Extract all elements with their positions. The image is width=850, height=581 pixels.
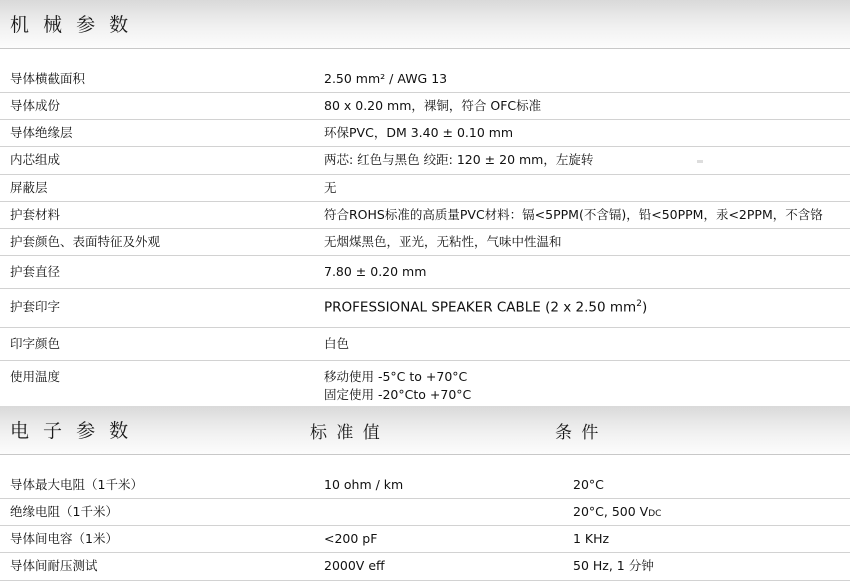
row-label: 护套材料: [0, 201, 320, 228]
row-value: 环保PVC，DM 3.40 ± 0.10 mm: [320, 120, 850, 147]
row-value: 2000V eff: [320, 553, 569, 580]
row-label: 护套颜色、表面特征及外观: [0, 228, 320, 255]
mechanical-section-header: [0, 0, 850, 49]
electrical-col-standard-value: 标 准 值: [310, 423, 382, 443]
row-label: 绝缘电阻（1千米）: [0, 499, 320, 526]
electrical-col-condition: 条 件: [555, 423, 601, 443]
row-label: 屏蔽层: [0, 174, 320, 201]
row-value-line2: 固定使用 -20°Cto +70°C: [324, 387, 472, 403]
row-label: 导体横截面积: [0, 66, 320, 93]
row-condition: 50 Hz, 1 分钟: [569, 553, 850, 580]
row-value: 2.50 mm² / AWG 13: [320, 66, 850, 93]
row-value: 80 x 0.20 mm，裸铜，符合 OFC标准: [320, 93, 850, 120]
row-label: 导体成份: [0, 93, 320, 120]
row-value: 10 ohm / km: [320, 472, 569, 499]
table-row: [0, 361, 850, 412]
table-row: [0, 174, 850, 201]
row-label: 护套直径: [0, 255, 320, 288]
row-label: 护套印字: [0, 289, 320, 328]
row-value: 白色: [320, 328, 850, 361]
row-condition: 1 KHz: [569, 526, 850, 553]
table-row: [0, 328, 850, 361]
table-row: [0, 147, 850, 174]
row-label: 内芯组成: [0, 147, 320, 174]
row-value-superscript: 2: [636, 299, 642, 309]
table-row: [0, 201, 850, 228]
table-row: [0, 553, 850, 580]
mechanical-section-title: 机 械 参 数: [10, 14, 133, 36]
table-row: [0, 499, 850, 526]
row-value: [320, 361, 850, 412]
row-label: 使用温度: [0, 361, 320, 412]
row-label: 导体间电容（1米）: [0, 526, 320, 553]
row-condition-subscript: DC: [648, 509, 662, 520]
row-condition-text: 20°C, 500 V: [573, 504, 649, 520]
row-value: <200 pF: [320, 526, 569, 553]
table-row: [0, 228, 850, 255]
row-label: 导体间耐压测试: [0, 553, 320, 580]
row-condition: [569, 499, 850, 526]
row-value: 两芯: 红色与黑色 绞距: 120 ± 20 mm，左旋转: [320, 147, 850, 174]
scan-artifact: [697, 160, 703, 163]
table-row: [0, 120, 850, 147]
electrical-section-header: [0, 406, 850, 455]
table-row: [0, 472, 850, 499]
row-value-line1: 移动使用 -5°C to +70°C: [324, 369, 468, 385]
row-value-text: PROFESSIONAL SPEAKER CABLE (2 x 2.50 mm: [324, 299, 637, 316]
row-label: 导体绝缘层: [0, 120, 320, 147]
electrical-parameters-table: [0, 472, 850, 581]
mechanical-parameters-table: [0, 66, 850, 412]
row-value: 符合ROHS标准的高质量PVC材料：镉<5PPM(不含镉)，铅<50PPM，汞<2PPM，不含铬: [320, 201, 850, 228]
table-row: [0, 289, 850, 328]
row-value: 无: [320, 174, 850, 201]
row-value: 7.80 ± 0.20 mm: [320, 255, 850, 288]
row-value: [320, 499, 569, 526]
row-label: 印字颜色: [0, 328, 320, 361]
table-row: [0, 66, 850, 93]
row-label: 导体最大电阻（1千米）: [0, 472, 320, 499]
electrical-section-title: 电 子 参 数: [10, 420, 133, 442]
table-row: [0, 93, 850, 120]
row-value: 无烟煤黑色，亚光，无粘性，气味中性温和: [320, 228, 850, 255]
row-value: [320, 289, 850, 328]
row-value-tail: ): [641, 299, 648, 316]
row-condition: 20°C: [569, 472, 850, 499]
table-row: [0, 526, 850, 553]
table-row: [0, 255, 850, 288]
